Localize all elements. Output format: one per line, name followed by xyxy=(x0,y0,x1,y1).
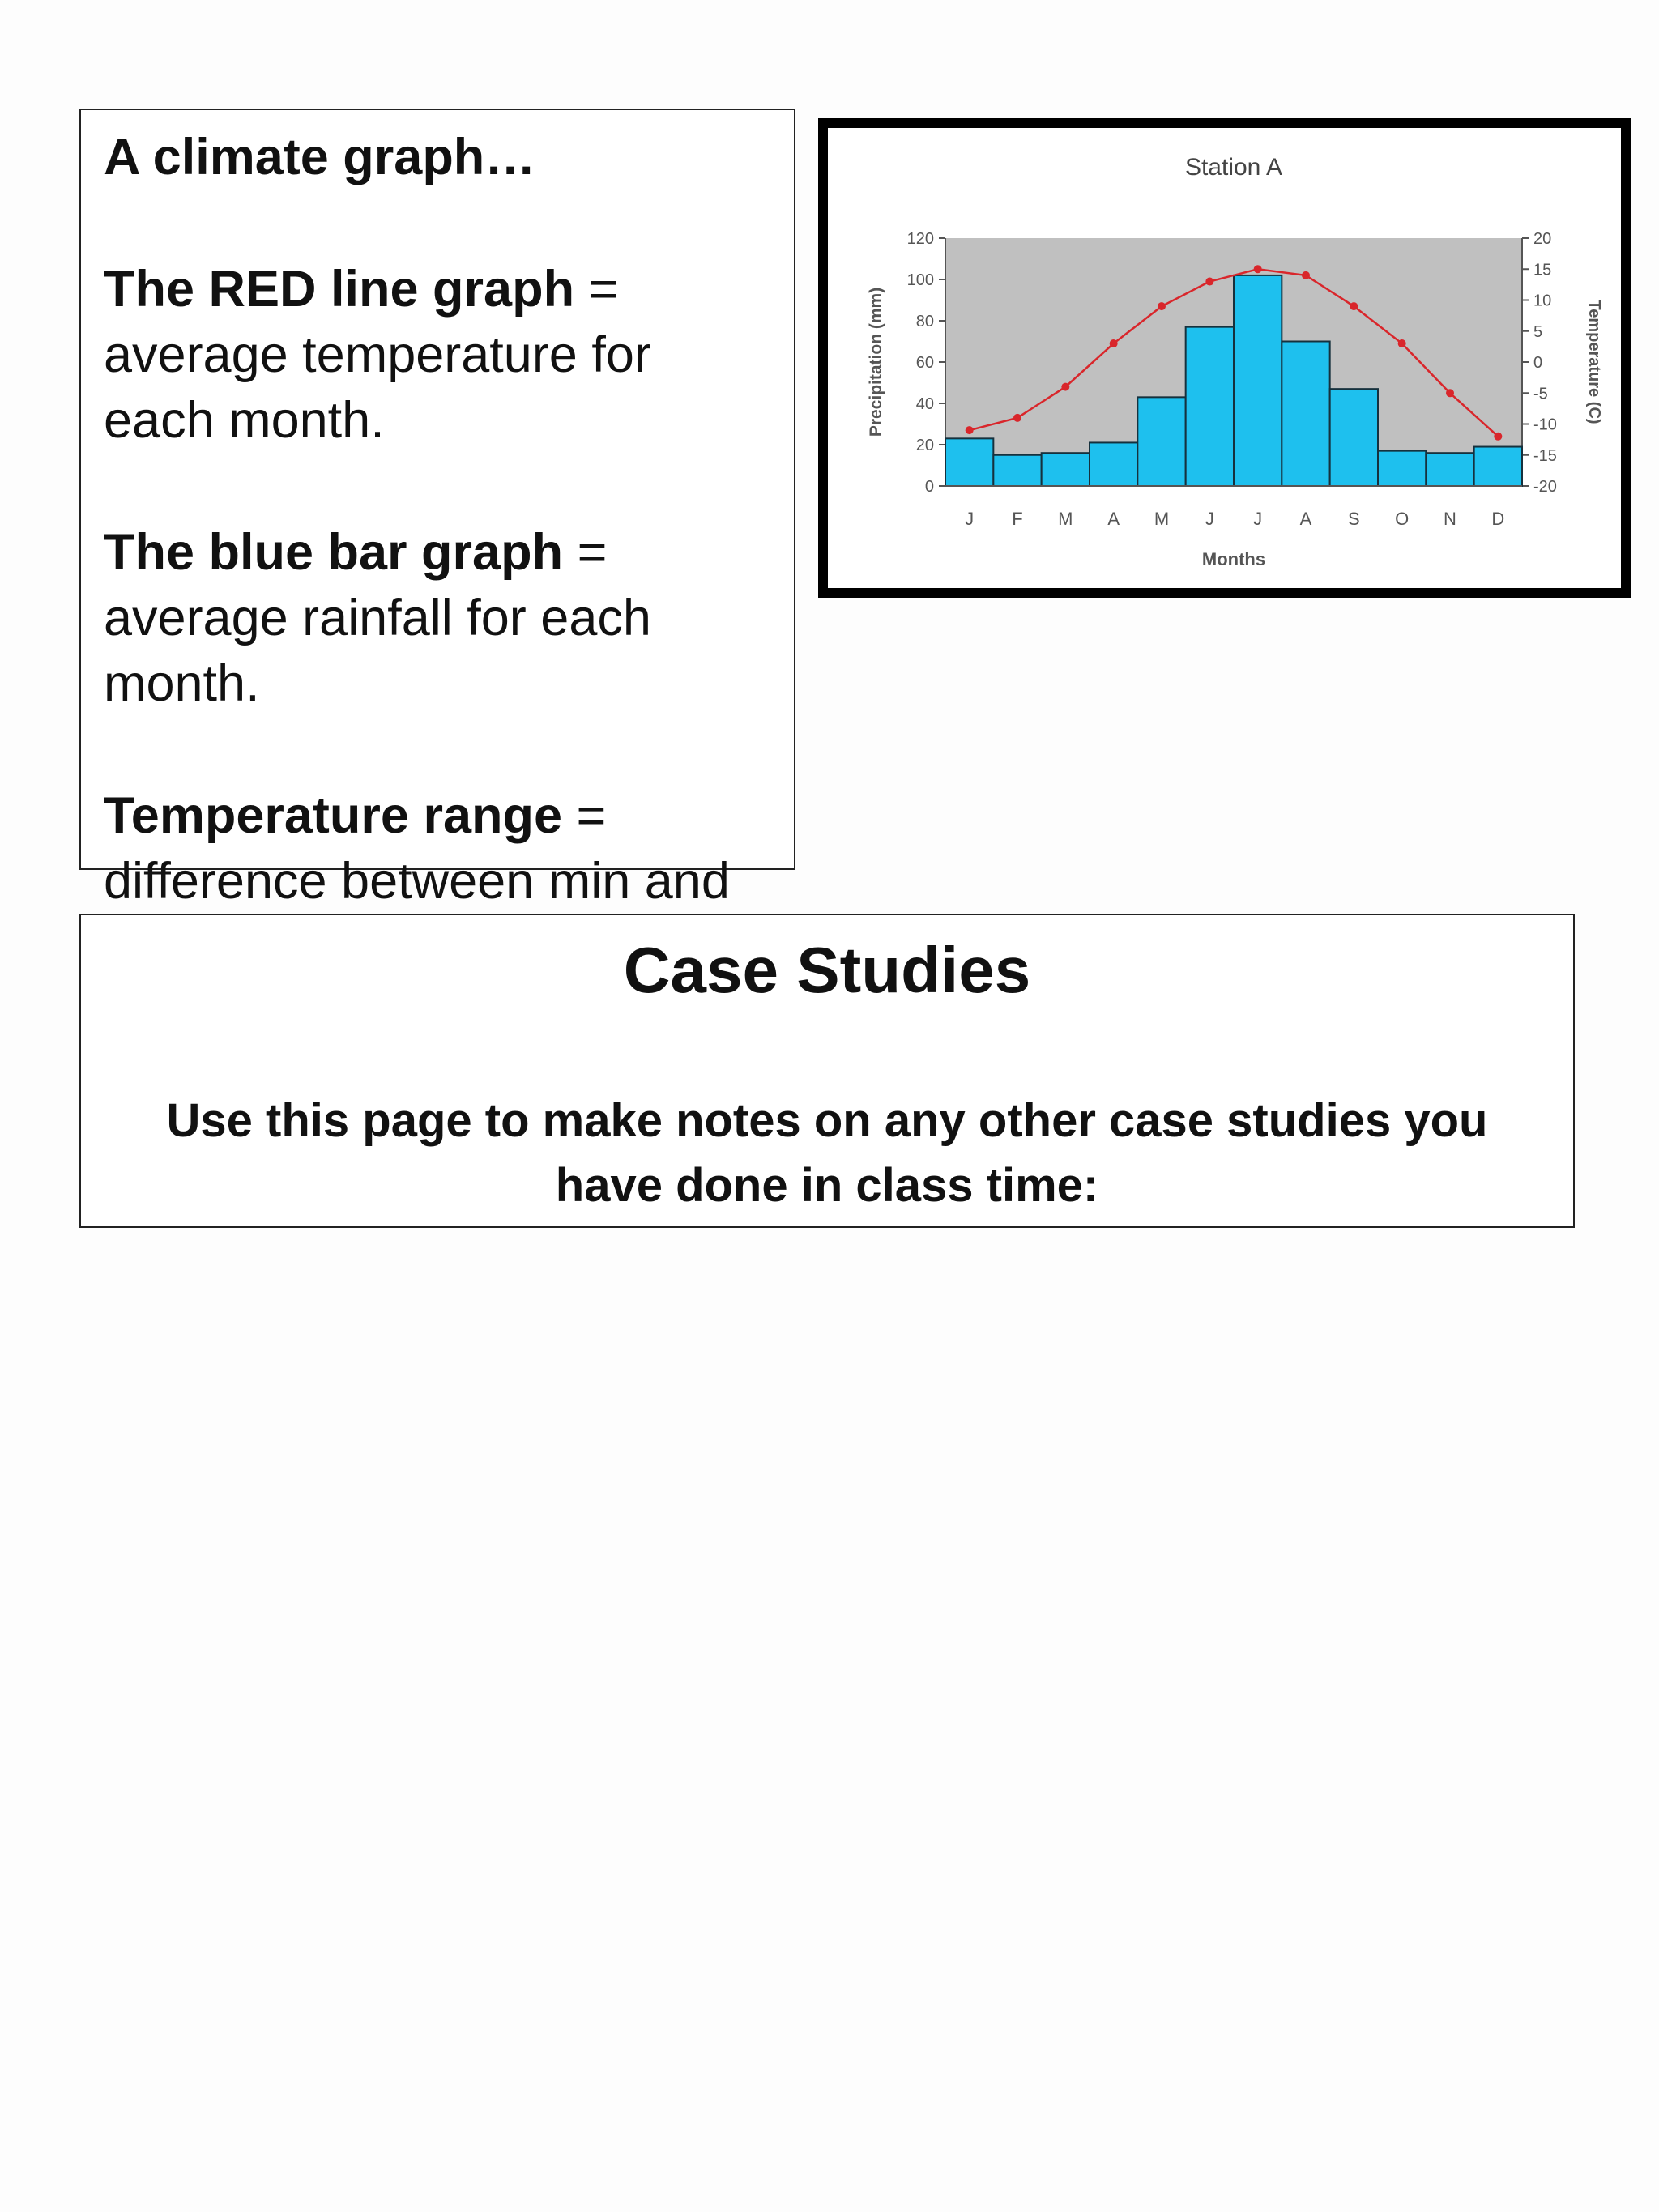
rainfall-bar xyxy=(1282,342,1329,487)
temperature-point xyxy=(966,426,974,434)
rainfall-bar xyxy=(945,438,993,486)
x-axis-label: Months xyxy=(1201,549,1266,569)
x-tick-label: A xyxy=(1107,509,1120,529)
temperature-range-term: Temperature range xyxy=(104,787,563,844)
y-tick-label-right: 20 xyxy=(1533,230,1552,248)
temperature-point xyxy=(1446,389,1454,397)
blue-bar-term: The blue bar graph xyxy=(104,524,564,581)
temperature-point xyxy=(1350,302,1358,310)
red-line-definition xyxy=(104,257,771,454)
y-tick-label-right: 10 xyxy=(1533,292,1552,310)
y-tick-label-left: 120 xyxy=(906,230,934,248)
y-tick-label-right: -15 xyxy=(1533,446,1557,465)
temperature-point xyxy=(1205,278,1213,286)
climate-chart xyxy=(828,128,1621,588)
blue-bar-definition xyxy=(104,520,771,717)
temperature-point xyxy=(1254,265,1262,273)
rainfall-bar xyxy=(1330,389,1378,486)
rainfall-bar xyxy=(1186,327,1234,486)
climate-graph-explanation-box xyxy=(79,109,795,910)
rainfall-bar xyxy=(1474,447,1522,486)
temperature-point xyxy=(1013,414,1021,422)
case-studies-title: Case Studies xyxy=(623,934,1031,1006)
rainfall-bar xyxy=(993,455,1041,486)
y-tick-label-right: -5 xyxy=(1533,385,1548,403)
case-studies-instruction: Use this page to make notes on any other case studies you have done in class time: xyxy=(166,1094,1488,1212)
rainfall-bar xyxy=(1234,275,1282,486)
y-tick-label-left: 80 xyxy=(915,313,934,330)
climate-chart-frame xyxy=(818,118,1631,598)
rainfall-bar xyxy=(1090,442,1137,486)
intro-heading xyxy=(104,125,771,190)
y-tick-label-right: 15 xyxy=(1533,261,1552,279)
y-tick-label-right: -10 xyxy=(1533,416,1557,434)
y-tick-label-left: 100 xyxy=(906,271,934,289)
rainfall-bar xyxy=(1378,451,1426,486)
x-tick-label: A xyxy=(1299,509,1312,529)
temperature-point xyxy=(1061,383,1069,391)
y-tick-label-right: 5 xyxy=(1533,322,1543,341)
x-tick-label: J xyxy=(1205,509,1214,529)
y-tick-label-right: 0 xyxy=(1533,354,1543,372)
temperature-range-meaning: = difference between min and xyxy=(104,787,730,910)
x-tick-label: O xyxy=(1395,509,1410,529)
y-tick-label-right: -20 xyxy=(1533,478,1557,496)
y-tick-label-left: 40 xyxy=(915,395,934,413)
x-tick-label: D xyxy=(1491,509,1505,529)
x-tick-label: M xyxy=(1154,509,1170,529)
temperature-point xyxy=(1398,339,1406,347)
case-studies-box xyxy=(79,914,1575,1228)
x-tick-label: S xyxy=(1347,509,1360,529)
intro-heading-text: A climate graph… xyxy=(104,129,536,185)
x-tick-label: M xyxy=(1058,509,1073,529)
rainfall-bar xyxy=(1042,453,1090,486)
rainfall-bar xyxy=(1426,453,1473,486)
x-tick-label: N xyxy=(1444,509,1456,529)
x-tick-label: J xyxy=(1253,509,1263,529)
red-line-meaning: = average temperature for each month. xyxy=(104,261,651,449)
chart-title: Station A xyxy=(1184,154,1283,181)
x-tick-label: F xyxy=(1012,509,1023,529)
temperature-point xyxy=(1494,433,1502,441)
y-axis-label-right: Temperature (C) xyxy=(1585,300,1603,424)
y-axis-label-left: Precipitation (mm) xyxy=(867,287,885,437)
y-tick-label-left: 60 xyxy=(915,354,934,372)
temperature-point xyxy=(1302,271,1310,279)
temperature-point xyxy=(1110,339,1118,347)
x-tick-label: J xyxy=(965,509,975,529)
y-tick-label-left: 0 xyxy=(924,478,934,496)
red-line-term: The RED line graph xyxy=(104,261,575,318)
y-tick-label-left: 20 xyxy=(915,437,934,454)
blue-bar-meaning: = average rainfall for each month. xyxy=(104,524,651,712)
temperature-point xyxy=(1158,302,1166,310)
rainfall-bar xyxy=(1137,397,1185,486)
